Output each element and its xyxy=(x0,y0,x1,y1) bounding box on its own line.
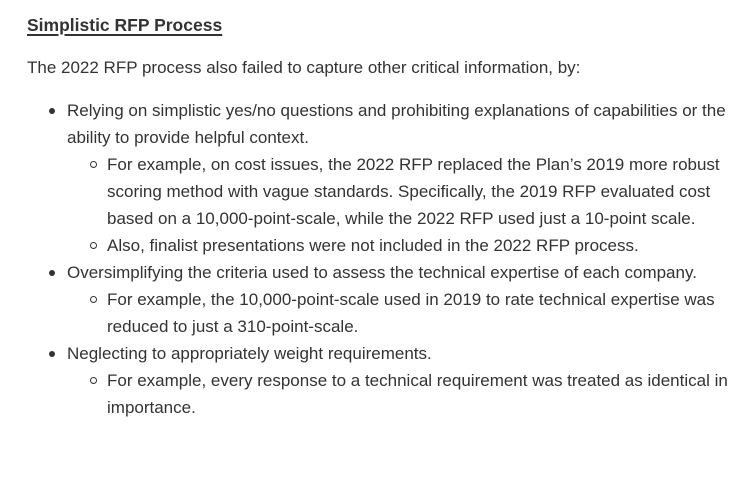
bullet-text: Neglecting to appropriately weight requirements. xyxy=(67,344,432,363)
sub-bullet-text: For example, every response to a technical requirement was treated as identical in importance. xyxy=(107,371,728,417)
section-heading: Simplistic RFP Process xyxy=(27,15,223,35)
sub-bullet-list xyxy=(67,286,732,340)
sub-bullet-item xyxy=(67,232,732,259)
sub-bullet-text: Also, finalist presentations were not included in the 2022 RFP process. xyxy=(107,236,639,255)
sub-bullet-text: For example, the 10,000-point-scale used in 2019 to rate technical expertise was reduced to just a 310-point-scale. xyxy=(107,290,715,336)
sub-bullet-item xyxy=(67,367,732,421)
bullet-item xyxy=(27,259,732,340)
sub-bullet-text: For example, on cost issues, the 2022 RFP replaced the Plan’s 2019 more robust scoring method with vague standards. Specifically, the 2019 RFP evaluated cost based on a 10,000-point-scale, while the 2022 RFP used just a 10-point scale. xyxy=(107,155,720,228)
bullet-list xyxy=(27,97,732,421)
sub-bullet-item xyxy=(67,286,732,340)
sub-bullet-item xyxy=(67,151,732,232)
sub-bullet-list xyxy=(67,151,732,259)
bullet-item xyxy=(27,340,732,421)
bullet-item xyxy=(27,97,732,259)
bullet-text: Oversimplifying the criteria used to assess the technical expertise of each company. xyxy=(67,263,697,282)
sub-bullet-list xyxy=(67,367,732,421)
bullet-text: Relying on simplistic yes/no questions and prohibiting explanations of capabilities or the ability to provide helpful context. xyxy=(67,101,726,147)
intro-paragraph: The 2022 RFP process also failed to capture other critical information, by: xyxy=(27,58,581,77)
